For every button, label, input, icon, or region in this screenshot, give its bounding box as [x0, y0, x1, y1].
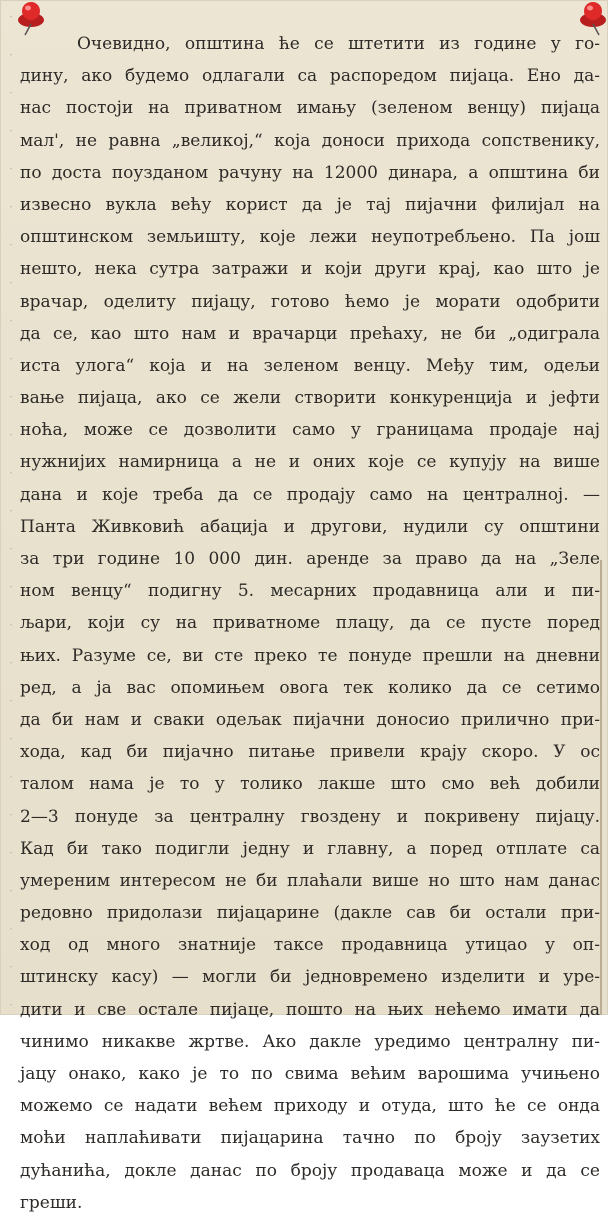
text-line: хода, кад би пијачно питање привели крају скоро. У ос [20, 742, 600, 763]
text-line: дућанића, докле данас по броју продаваца може и да се [20, 1160, 600, 1181]
text-line: дана и које треба да се продају само на централној. — [20, 484, 600, 505]
text-line: мал', не равна „великој,“ која доноси прихода сопственику, [20, 130, 600, 151]
article-text [20, 28, 600, 1219]
text-line: ноћа, може се дозволити само у границама продаје нај [20, 420, 600, 441]
text-line: да би нам и сваки одељак пијачни доносио прилично при- [20, 709, 600, 730]
watermark-mark: · [8, 694, 14, 709]
watermark-mark: · [8, 428, 14, 443]
watermark-mark: · [8, 542, 14, 557]
watermark-mark: · [8, 504, 14, 519]
watermark-mark: · [8, 732, 14, 747]
text-line: умереним интересом не би плаћали више но што нам данас [20, 870, 600, 891]
text-line: нас постоји на приватном имању (зеленом венцу) пијаца [20, 98, 600, 119]
text-line: љари, који су на приватноме плацу, да се пусте поред [20, 613, 600, 634]
watermark-mark: · [8, 352, 14, 367]
watermark-mark: · [8, 960, 14, 975]
watermark-mark: · [8, 998, 14, 1013]
text-line: чинимо никакве жртве. Ако дакле уредимо централну пи- [20, 1031, 600, 1052]
text-line: врачар, оделиту пијацу, готово ћемо је морати одобрити [20, 291, 600, 312]
watermark-mark: · [8, 390, 14, 405]
text-line: Панта Живковић абација и другови, нудили су општини [20, 516, 600, 537]
text-line: Очевидно, општина ће се штетити из године у го- [77, 34, 600, 54]
watermark-mark: · [8, 846, 14, 861]
margin-watermark [4, 0, 18, 1015]
text-line: штинску касу) — могли би једновремено изделити и уре- [20, 967, 600, 988]
text-line: 2—3 понуде за централну гвоздену и покривену пијацу. [20, 806, 600, 827]
text-line: ном венцу“ подигну 5. месарних продавница али и пи- [20, 581, 600, 602]
text-line: нужнијих намирница а не и оних које се купују на више [20, 452, 600, 473]
watermark-mark: · [8, 466, 14, 481]
text-line: извесно вукла већу корист да је тај пијачни филијал на [20, 194, 600, 215]
text-line: дити и све остале пијаце, пошто на њих нећемо имати да [20, 999, 600, 1020]
text-line: можемо се надати већем приходу и отуда, што ће се онда [20, 1096, 600, 1117]
text-line: по доста поузданом рачуну на 12000 динара, а општина би [20, 162, 600, 183]
text-line: да се, као што нам и врачарци прећаху, не би „одиграла [20, 323, 600, 344]
watermark-mark: · [8, 86, 14, 101]
watermark-mark: · [8, 770, 14, 785]
watermark-mark: · [8, 808, 14, 823]
text-line: редовно придолази пијацарине (дакле сав би остали при- [20, 903, 600, 924]
watermark-mark: · [8, 48, 14, 63]
text-line: дину, ако будемо одлагали са распоредом пијаца. Ено да- [20, 66, 600, 87]
watermark-mark: · [8, 238, 14, 253]
text-line: општинском земљишту, које лежи неупотребљено. Па још [20, 227, 600, 248]
watermark-mark: · [8, 922, 14, 937]
text-line: њих. Разуме се, ви сте преко те понуде прешли на дневни [20, 645, 600, 666]
watermark-mark: · [8, 656, 14, 671]
text-line: ред, а ја вас опомињем овога тек колико да се сетимо [20, 677, 600, 698]
text-line: вање пијаца, ако се жели створити конкуренција и јефти [20, 388, 600, 409]
text-line: Кад би тако подигли једну и главну, а поред отплате са [20, 838, 600, 859]
watermark-mark: · [8, 200, 14, 215]
watermark-mark: · [8, 884, 14, 899]
text-line: нешто, нека сутра затражи и који други крај, као што је [20, 259, 600, 280]
text-line: моћи наплаћивати пијацарина тачно по броју заузетих [20, 1128, 600, 1149]
text-line: за три године 10 000 дин. аренде за право да на „Зеле [20, 549, 600, 569]
watermark-mark: · [8, 580, 14, 595]
watermark-mark: · [8, 124, 14, 139]
text-line: талом нама је то у толико лакше што смо већ добили [20, 774, 600, 795]
watermark-mark: · [8, 314, 14, 329]
watermark-mark: · [8, 162, 14, 177]
text-line: ход од много знатније таксе продавница утицао у оп- [20, 935, 600, 956]
text-line: иста улога“ која и на зеленом венцу. Међу тим, одељи [20, 355, 600, 376]
watermark-mark: · [8, 618, 14, 633]
text-line: греши. [20, 1192, 83, 1213]
text-line: јацу онако, како је то по свима већим варошима учињено [20, 1064, 600, 1084]
watermark-mark: · [8, 10, 14, 25]
watermark-mark: · [8, 276, 14, 291]
